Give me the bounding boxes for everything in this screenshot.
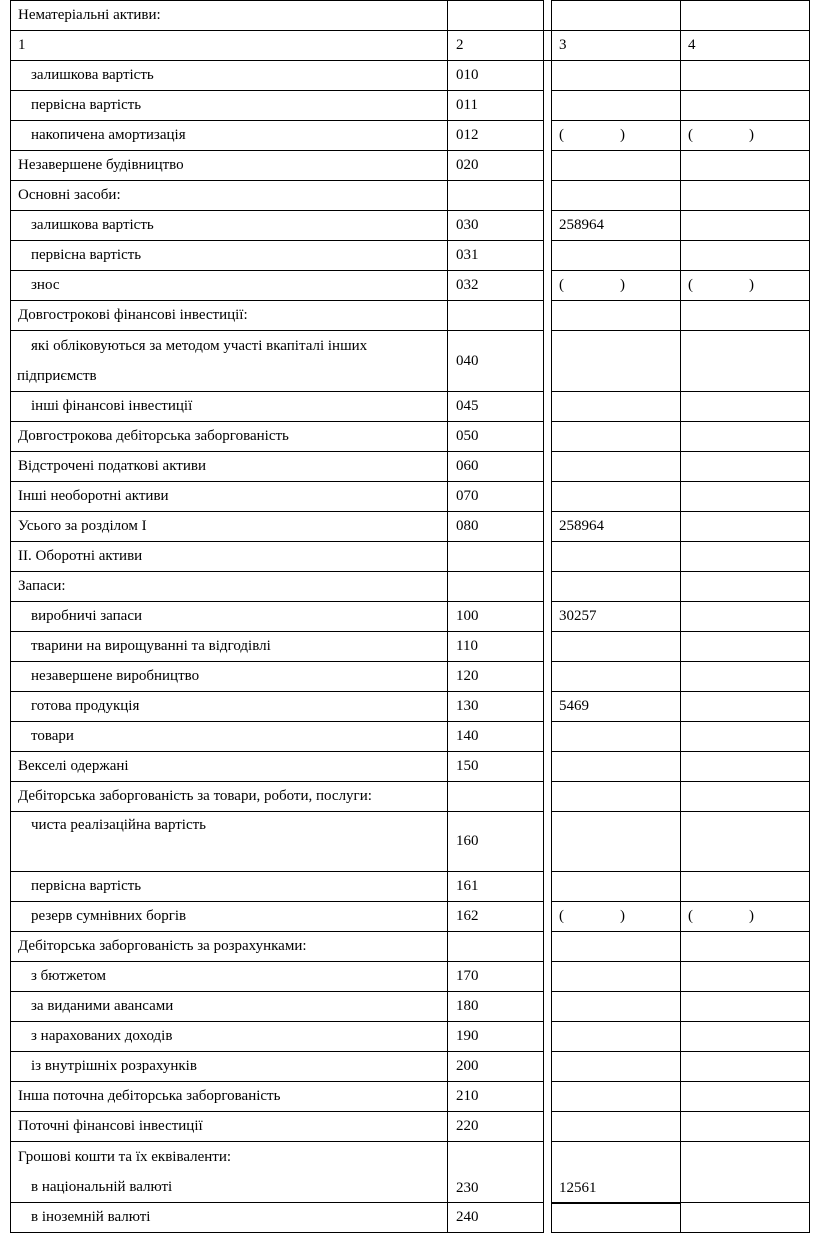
row-label: залишкова вартість	[11, 61, 448, 91]
table-row	[11, 271, 810, 301]
value-col3	[552, 722, 681, 752]
value-col4	[681, 1022, 810, 1052]
value-col4	[681, 61, 810, 91]
table-row	[11, 422, 810, 452]
table-row	[11, 962, 810, 992]
row-label: Векселі одержані	[11, 752, 448, 782]
value-col4	[681, 992, 810, 1022]
row-code: 200	[448, 1052, 544, 1082]
row-label: знос	[11, 271, 448, 301]
table-row	[11, 482, 810, 512]
value-col4	[681, 602, 810, 632]
value-col3	[552, 422, 681, 452]
value-col3	[552, 241, 681, 271]
row-label: Поточні фінансові інвестиції	[11, 1112, 448, 1142]
row-label: Незавершене будівництво	[11, 151, 448, 181]
row-label-line: які обліковуються за методом участі вкапіталі інших	[31, 338, 368, 354]
row-code: 040	[448, 331, 544, 392]
row-code: 031	[448, 241, 544, 271]
row-label: із внутрішніх розрахунків	[11, 1052, 448, 1082]
value-col4	[681, 392, 810, 422]
row-code: 161	[448, 872, 544, 902]
column-number: 4	[681, 31, 810, 61]
row-label: Інші необоротні активи	[11, 482, 448, 512]
value-col3	[552, 271, 681, 301]
table-row	[11, 301, 810, 331]
table-row	[11, 632, 810, 662]
value-col3	[552, 752, 681, 782]
value-col4	[681, 241, 810, 271]
row-label: за виданими авансами	[11, 992, 448, 1022]
value-col3	[552, 872, 681, 902]
value-col3	[552, 1052, 681, 1082]
row-label: виробничі запаси	[11, 602, 448, 632]
column-number: 3	[552, 31, 681, 61]
row-label: залишкова вартість	[11, 211, 448, 241]
table-row	[11, 512, 810, 542]
row-code: 150	[448, 752, 544, 782]
value-col4	[681, 452, 810, 482]
parenthesized-value: ( )	[559, 127, 625, 143]
row-code: 140	[448, 722, 544, 752]
table-row	[11, 452, 810, 482]
value-col4	[681, 422, 810, 452]
row-label: первісна вартість	[11, 241, 448, 271]
row-label: Інша поточна дебіторська заборгованість	[11, 1082, 448, 1112]
value-col4	[681, 151, 810, 181]
value-col3	[552, 91, 681, 121]
value-col3	[552, 121, 681, 151]
value-col4	[681, 1112, 810, 1142]
table-row	[11, 91, 810, 121]
parenthesized-value: ( )	[688, 127, 754, 143]
value-col4	[681, 1082, 810, 1112]
table-row	[11, 902, 810, 932]
table-row	[11, 782, 810, 812]
value-col4	[681, 301, 810, 331]
table-row	[11, 542, 810, 572]
value-col4	[681, 271, 810, 301]
table-row	[11, 121, 810, 151]
parenthesized-value: ( )	[688, 908, 754, 924]
row-code: 110	[448, 632, 544, 662]
value-col4	[681, 121, 810, 151]
value-col4	[681, 782, 810, 812]
value-col4	[681, 662, 810, 692]
value-col3	[552, 782, 681, 812]
column-numbers-row	[11, 31, 810, 61]
row-code: 020	[448, 151, 544, 181]
row-label-line: Грошові кошти та їх еквіваленти:	[18, 1149, 232, 1165]
table-row	[11, 1052, 810, 1082]
row-code: 050	[448, 422, 544, 452]
table-row	[11, 662, 810, 692]
row-code: 230	[448, 1142, 544, 1203]
parenthesized-value: ( )	[559, 277, 625, 293]
intangible-assets-heading: Нематеріальні активи:	[11, 1, 448, 31]
value-col3	[552, 662, 681, 692]
value-col3	[552, 572, 681, 602]
table-row	[11, 572, 810, 602]
value-col3	[552, 61, 681, 91]
table-row	[11, 752, 810, 782]
row-label-line: підприємств	[17, 368, 97, 384]
value-col3	[552, 812, 681, 872]
value-col4	[681, 632, 810, 662]
row-label: чиста реалізаційна вартість	[11, 812, 448, 872]
row-label: накопичена амортизація	[11, 121, 448, 151]
value-col4	[681, 181, 810, 211]
row-label: II. Оборотні активи	[11, 542, 448, 572]
row-code: 180	[448, 992, 544, 1022]
value-col3: 12561	[552, 1142, 681, 1203]
row-label: з бютжетом	[11, 962, 448, 992]
row-label: Основні засоби:	[11, 181, 448, 211]
table-row	[11, 331, 810, 392]
value-col4	[681, 482, 810, 512]
row-code	[448, 181, 544, 211]
value-col3	[552, 151, 681, 181]
row-code: 130	[448, 692, 544, 722]
value-col4	[681, 211, 810, 241]
table-row	[11, 211, 810, 241]
value-col4	[681, 902, 810, 932]
value-col3	[552, 181, 681, 211]
row-code: 045	[448, 392, 544, 422]
value-col4	[681, 722, 810, 752]
table-row	[11, 872, 810, 902]
value-col4	[681, 512, 810, 542]
row-code: 220	[448, 1112, 544, 1142]
table-row	[11, 181, 810, 211]
table-row	[11, 812, 810, 872]
row-code: 010	[448, 61, 544, 91]
row-label: Довгострокова дебіторська заборгованість	[11, 422, 448, 452]
table-row	[11, 1142, 810, 1203]
row-code	[448, 572, 544, 602]
value-col4	[681, 932, 810, 962]
value-col4	[681, 872, 810, 902]
row-label: незавершене виробництво	[11, 662, 448, 692]
value-col4	[681, 1142, 810, 1203]
row-code: 030	[448, 211, 544, 241]
row-label: з нарахованих доходів	[11, 1022, 448, 1052]
value-col3	[552, 1082, 681, 1112]
row-code	[448, 301, 544, 331]
value-col3	[552, 1022, 681, 1052]
row-label: товари	[11, 722, 448, 752]
row-label: в іноземній валюті	[11, 1203, 448, 1233]
value-col3	[552, 992, 681, 1022]
row-label: інші фінансові інвестиції	[11, 392, 448, 422]
value-col3	[552, 482, 681, 512]
row-code: 210	[448, 1082, 544, 1112]
table-row	[11, 241, 810, 271]
table-row	[11, 392, 810, 422]
row-label: Усього за розділом I	[11, 512, 448, 542]
column-number: 2	[448, 31, 544, 61]
value-col4	[681, 962, 810, 992]
value-col4	[681, 542, 810, 572]
row-code: 240	[448, 1203, 544, 1233]
row-code: 120	[448, 662, 544, 692]
row-code	[448, 932, 544, 962]
table-row	[11, 602, 810, 632]
value-col3: 258964	[552, 211, 681, 241]
row-label: тварини на вирощуванні та відгодівлі	[11, 632, 448, 662]
table-row	[11, 992, 810, 1022]
parenthesized-value: ( )	[559, 908, 625, 924]
table-row	[11, 932, 810, 962]
value-col4	[681, 572, 810, 602]
value-col4	[681, 1052, 810, 1082]
value-col3: 258964	[552, 512, 681, 542]
table-row	[11, 1203, 810, 1233]
value-col4	[681, 692, 810, 722]
row-label: первісна вартість	[11, 872, 448, 902]
row-code: 060	[448, 452, 544, 482]
row-code	[448, 782, 544, 812]
value-col4	[681, 91, 810, 121]
value-col3	[552, 902, 681, 932]
value-col3	[552, 331, 681, 392]
parenthesized-value: ( )	[688, 277, 754, 293]
row-label: готова продукція	[11, 692, 448, 722]
row-code: 032	[448, 271, 544, 301]
table-row	[11, 1, 810, 31]
row-label: резерв сумнівних боргів	[11, 902, 448, 932]
column-number: 1	[11, 31, 448, 61]
table-row	[11, 1112, 810, 1142]
row-label: Дебіторська заборгованість за розрахунками:	[11, 932, 448, 962]
row-code: 190	[448, 1022, 544, 1052]
value-col4	[681, 752, 810, 782]
row-label: Дебіторська заборгованість за товари, роботи, послуги:	[11, 782, 448, 812]
value-col3	[552, 392, 681, 422]
row-code: 162	[448, 902, 544, 932]
value-col4	[681, 1203, 810, 1233]
row-label	[11, 1142, 448, 1203]
row-label: первісна вартість	[11, 91, 448, 121]
value-col3	[552, 301, 681, 331]
value-col3: 30257	[552, 602, 681, 632]
table-row	[11, 61, 810, 91]
row-code: 160	[448, 812, 544, 872]
row-code: 170	[448, 962, 544, 992]
row-label: Довгострокові фінансові інвестиції:	[11, 301, 448, 331]
table-row	[11, 1022, 810, 1052]
row-label	[11, 331, 448, 392]
row-code	[448, 542, 544, 572]
value-col3	[552, 632, 681, 662]
row-code: 070	[448, 482, 544, 512]
row-code: 012	[448, 121, 544, 151]
row-label-line: в національній валюті	[31, 1179, 173, 1195]
value-col3	[552, 1203, 681, 1233]
value-col3	[552, 1112, 681, 1142]
row-code: 080	[448, 512, 544, 542]
value-col3	[552, 452, 681, 482]
table-row	[11, 1082, 810, 1112]
row-label: Запаси:	[11, 572, 448, 602]
value-col4	[681, 812, 810, 872]
table-row	[11, 722, 810, 752]
value-col3	[552, 962, 681, 992]
value-col3	[552, 932, 681, 962]
row-label: Відстрочені податкові активи	[11, 452, 448, 482]
row-code: 100	[448, 602, 544, 632]
value-col4	[681, 331, 810, 392]
table-row	[11, 692, 810, 722]
value-col3: 5469	[552, 692, 681, 722]
balance-sheet-table	[10, 0, 810, 1233]
value-col3	[552, 542, 681, 572]
row-code: 011	[448, 91, 544, 121]
table-row	[11, 151, 810, 181]
